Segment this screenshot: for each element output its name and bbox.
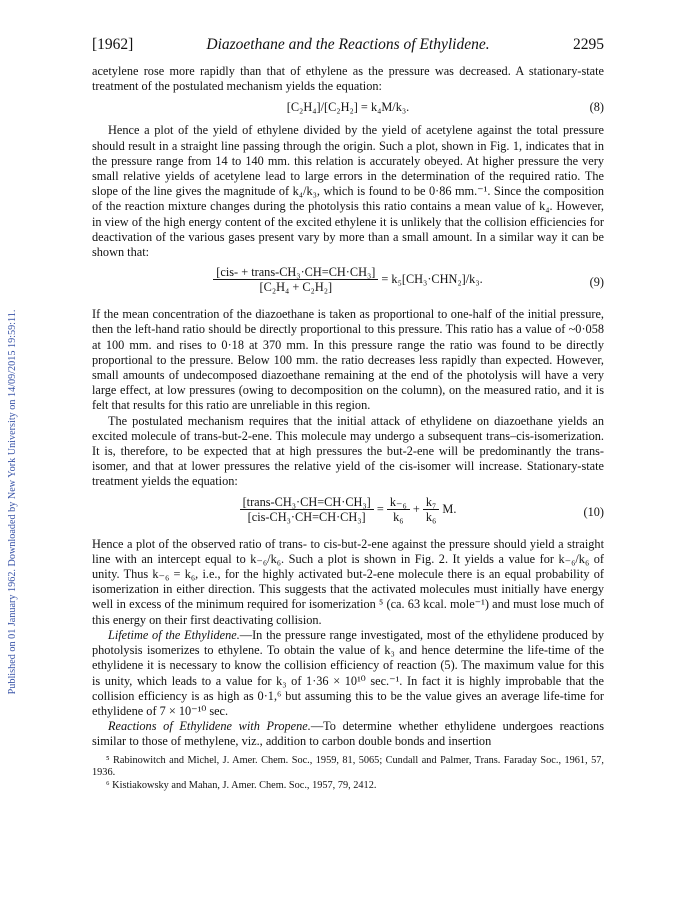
page-number: 2295 bbox=[573, 36, 604, 53]
equation-9-numerator: [cis- + trans-CH₃·CH=CH·CH₃] bbox=[213, 265, 378, 280]
paragraph-2: Hence a plot of the yield of ethylene divided by the yield of acetylene against the total pressure should result in a straight line passing through the origin. Such a plot, shown in Fig. 1, indicates that in the pressure range from 14 to 140 mm. this relation is accurately obeyed. At higher pressure the very small relative yields of acetylene lead to large errors in the determination of the required ratio. The slope of the line gives the magnitude of k₄/k₃, which is found to be 0·86 mm.⁻¹. Since the composition of the reaction mixture changes during the photolysis this ratio contains a mean value of k₄. However, in view of the high energy content of the excited ethylene it is unlikely that the collision efficiencies for deactivation of the various gases present vary by more than a small amount. In a similar way it can be shown that: bbox=[92, 123, 604, 260]
paragraph-3: If the mean concentration of the diazoethane is taken as proportional to one-half of the initial pressure, then the left-hand ratio should be directly proportional to this pressure. This ratio has a value of ~0·058 at 100 mm. and rises to 0·18 at 370 mm. In this pressure range the ratio was found to be directly proportional to the pressure. Below 100 mm. the ratio decreases less rapidly than expected. However, small amounts of undecomposed diazoethane remaining at the end of the photolysis will have a very large effect, at low pressures (owing to decomposition on the column), on the measured ratio, and it is felt that results for this ratio are unreliable in this region. bbox=[92, 307, 604, 413]
equation-9-denominator: [C₂H₄ + C₂H₂] bbox=[259, 280, 333, 295]
equation-10-equals: = bbox=[376, 501, 384, 516]
equation-10 bbox=[92, 495, 604, 531]
equation-9-number: (9) bbox=[589, 275, 604, 290]
equation-10-term-2-bottom: k₆ bbox=[425, 509, 437, 524]
paragraph-5: Hence a plot of the observed ratio of trans- to cis-but-2-ene against the pressure should yield a straight line with an intercept equal to k₋₆/k₆. Such a plot is shown in Fig. 2. It yields a value for k₋₆/k₆ of unity. Thus k₋₆ = k₆, i.e., for the highly activated but-2-ene molecule there is an equal probability of isomerization in either direction. This suggests that the activated molecules must initially have energy well in excess of the minimum required for isomerization ⁵ (ca. 63 kcal. mole⁻¹) and must lose much of this energy on their first deactivating collision. bbox=[92, 536, 604, 627]
equation-10-plus: + bbox=[412, 501, 420, 516]
equation-10-term-1-bottom: k₆ bbox=[393, 509, 404, 524]
equation-10-term-2 bbox=[423, 495, 439, 524]
section-heading-propene: Reactions of Ethylidene with Propene. bbox=[108, 719, 311, 734]
paragraph-4: The postulated mechanism requires that the initial attack of ethylidene on diazoethane yields an excited molecule of trans-but-2-ene. This molecule may undergo a subsequent trans–cis-isomerization. It is, therefore, to be expected that at high pressures the but-2-ene will be predominantly the trans-isomer, and that at lower pressures the relative yield of the cis-isomer will increase. Stationary-state treatment yields the equation: bbox=[92, 413, 604, 489]
paragraph-7-text: —To determine whether ethylidene undergoes reactions similar to those of methylene, viz., addition to carbon double bonds and insertion bbox=[92, 719, 604, 749]
equation-10-denominator: [cis-CH₃·CH=CH·CH₃] bbox=[247, 509, 366, 524]
equation-10-term-1 bbox=[387, 495, 410, 524]
paragraph-1: acetylene rose more rapidly than that of ethylene as the pressure was decreased. A stationary-state treatment of the postulated mechanism yields the equation: bbox=[92, 64, 604, 94]
running-title: Diazoethane and the Reactions of Ethylidene. bbox=[206, 36, 490, 53]
equation-10-numerator: [trans-CH₃·CH=CH·CH₃] bbox=[240, 495, 374, 510]
paragraph-6 bbox=[92, 628, 604, 719]
footnotes bbox=[92, 755, 604, 793]
footnote-6: ⁶ Kistiakowsky and Mahan, J. Amer. Chem. Soc., 1957, 79, 2412. bbox=[106, 779, 377, 791]
equation-10-term-2-top: k₇ bbox=[423, 495, 439, 510]
equation-9-rhs: = k₅[CH₃·CHN₂]/k₃. bbox=[381, 272, 483, 287]
section-heading-lifetime: Lifetime of the Ethylidene. bbox=[108, 627, 240, 642]
equation-9-fraction bbox=[213, 265, 378, 294]
article-body bbox=[92, 64, 604, 792]
equation-10-fraction bbox=[240, 495, 374, 524]
equation-8-number: (8) bbox=[589, 100, 604, 115]
equation-8-expression: [C₂H₄]/[C₂H₂] = k₄M/k₃. bbox=[286, 100, 410, 115]
download-watermark: Published on 01 January 1962. Downloaded by New York University on 14/09/2015 19:59:11. bbox=[7, 309, 18, 695]
paragraph-7 bbox=[92, 719, 604, 749]
footnote-5: ⁵ Rabinowitch and Michel, J. Amer. Chem. Soc., 1959, 81, 5065; Cundall and Palmer, Trans. Faraday Soc., 1961, 57, 1936. bbox=[92, 754, 604, 779]
equation-10-term-1-top: k₋₆ bbox=[387, 495, 410, 510]
equation-10-tail: M. bbox=[442, 501, 457, 516]
equation-10-number: (10) bbox=[583, 504, 604, 519]
page-header bbox=[92, 36, 604, 56]
equation-8 bbox=[92, 97, 604, 119]
equation-9 bbox=[92, 265, 604, 301]
journal-year: [1962] bbox=[92, 36, 134, 53]
paragraph-6-text: —In the pressure range investigated, most of the ethylidene produced by photolysis isomerizes to ethylene. To obtain the value of k₃ and hence determine the life-time of the ethylidene it is necessary to know the collision efficiency of reaction (5). The maximum value for this is unity, which leads to a value for k₃ of 1·36 × 10¹⁰ sec.⁻¹. In fact it is highly improbable that the collision efficiency is as high as 0·1,⁶ but assuming this to be the value gives an average life-time for ethylidene of 7 × 10⁻¹⁰ sec. bbox=[92, 627, 604, 718]
